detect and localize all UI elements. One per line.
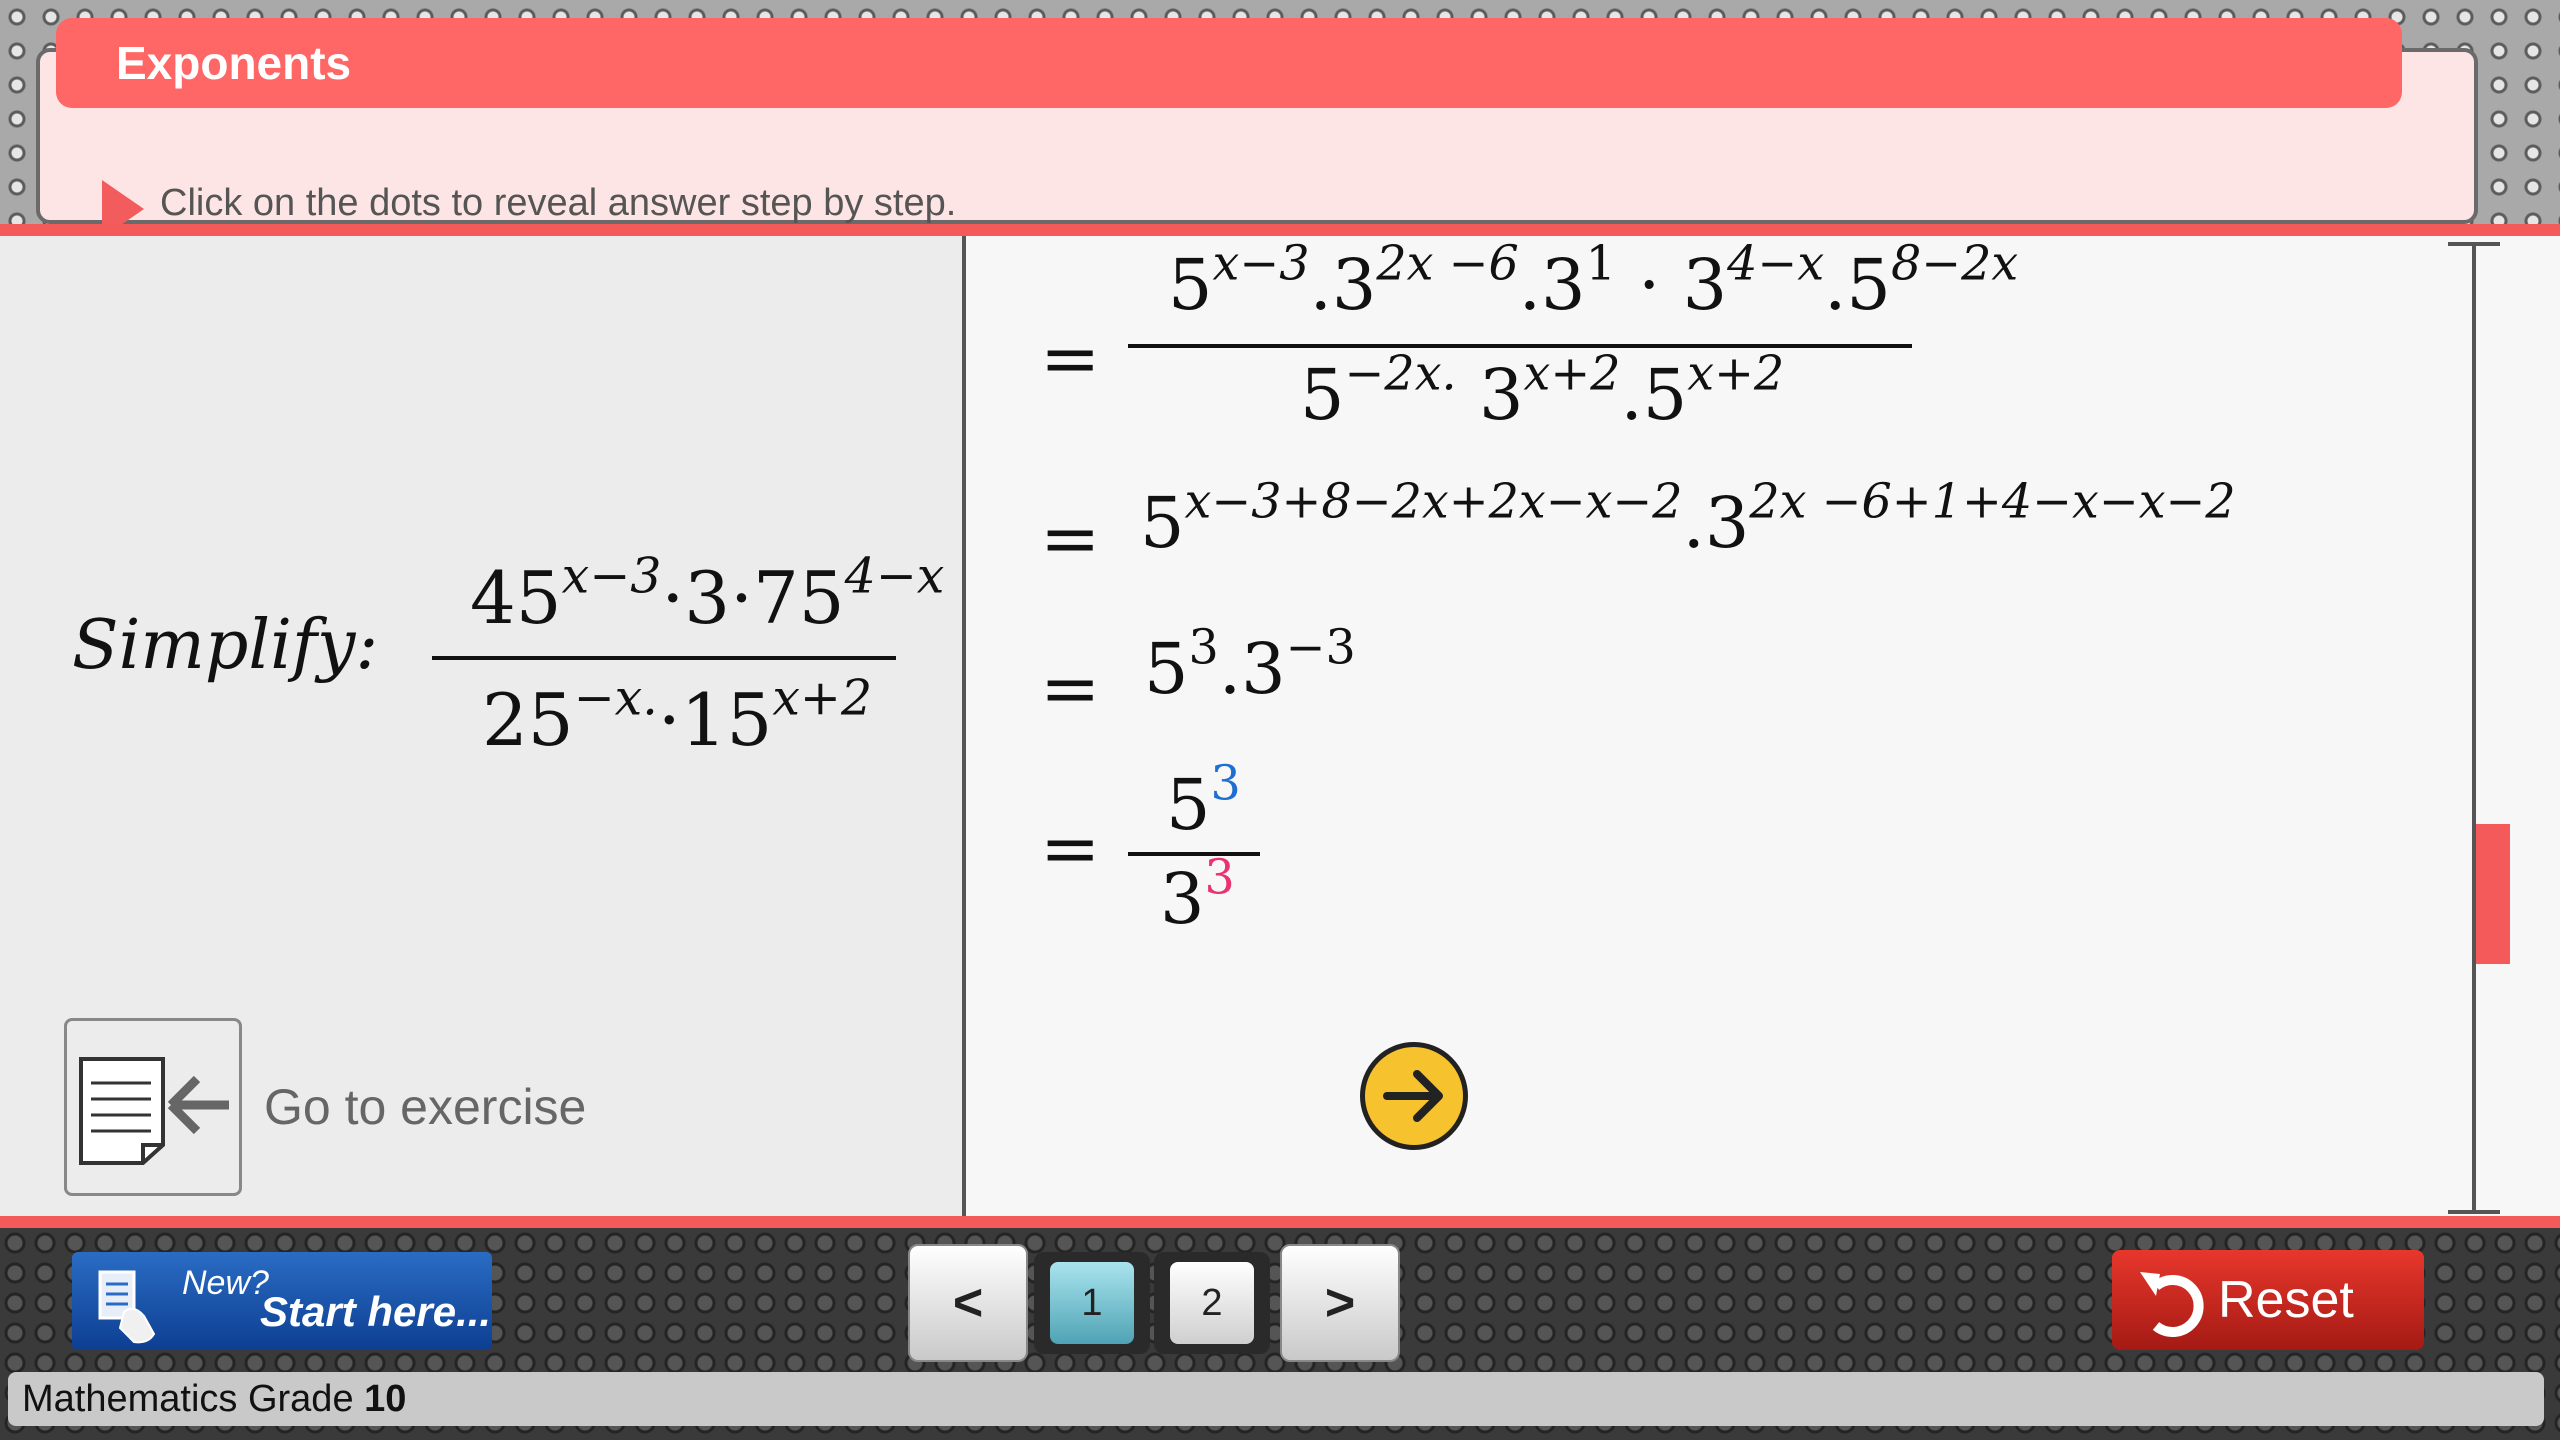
step1-fraction-bar [1128,344,1912,348]
arrow-right-icon [1365,1047,1463,1145]
title-bar [56,18,2402,108]
page-title: Exponents [116,37,352,89]
problem-denominator: $25^{-x.}\cdot 15^{x+2}$ [482,669,873,762]
reset-button[interactable] [2112,1250,2424,1350]
problem-panel [0,236,964,1218]
reset-label: Reset [2218,1271,2354,1329]
step4-numerator: $5^3$ [1166,756,1241,846]
tutorial-icon [84,1252,174,1350]
next-page-button[interactable]: > [1280,1244,1400,1362]
instruction-text: Click on the dots to reveal answer step by step. [160,182,957,224]
step1-numerator: $5^{x-3}.3^{2x -6}.3^1 \cdot 3^{4-x}.5^{8-2x}$ [1168,236,2019,326]
equals-sign: = [1040,646,1101,730]
step3-expression: $5^3.3^{-3}$ [1144,620,1356,710]
start-here-label: Start here... [260,1288,492,1335]
simplify-label: Simplify: [72,606,379,685]
problem-fraction-bar [432,656,896,660]
go-to-exercise-button[interactable] [64,1018,242,1196]
page-1-button[interactable]: 1 [1034,1252,1150,1354]
equals-sign: = [1040,496,1101,580]
prev-page-button[interactable]: < [908,1244,1028,1362]
next-step-button[interactable] [1360,1042,1468,1150]
content-area [0,236,2560,1218]
step4-fraction-bar [1128,852,1260,856]
bottom-accent-line [0,1216,2560,1228]
scrollbar-track[interactable] [2472,244,2476,1210]
start-new-label: New? [182,1264,269,1302]
step2-expression: $5^{x-3+8-2x+2x-x-2}.3^{2x -6+1+4-x-x-2}$ [1140,474,2236,564]
problem-numerator: $45^{x-3}\cdot 3\cdot 75^{4-x}$ [470,547,945,640]
scrollbar-thumb[interactable] [2476,824,2510,964]
step4-denominator: $3^3$ [1160,850,1235,940]
go-to-exercise-label[interactable]: Go to exercise [264,1079,587,1135]
top-frame [0,0,2560,232]
course-label: Mathematics Grade 10 [22,1378,407,1420]
equals-sign: = [1040,316,1101,400]
page-2-button[interactable]: 2 [1154,1252,1270,1354]
start-here-button[interactable] [72,1252,492,1350]
scrollbar-bottom-cap [2448,1210,2500,1214]
undo-icon [2120,1250,2220,1350]
footer-bar [8,1372,2544,1426]
top-accent-line [0,224,2560,236]
equals-sign: = [1040,806,1101,890]
step1-denominator: $5^{-2x.}$ $3^{x+2}.5^{x+2}$ [1300,346,1785,436]
document-back-icon [67,1021,239,1193]
